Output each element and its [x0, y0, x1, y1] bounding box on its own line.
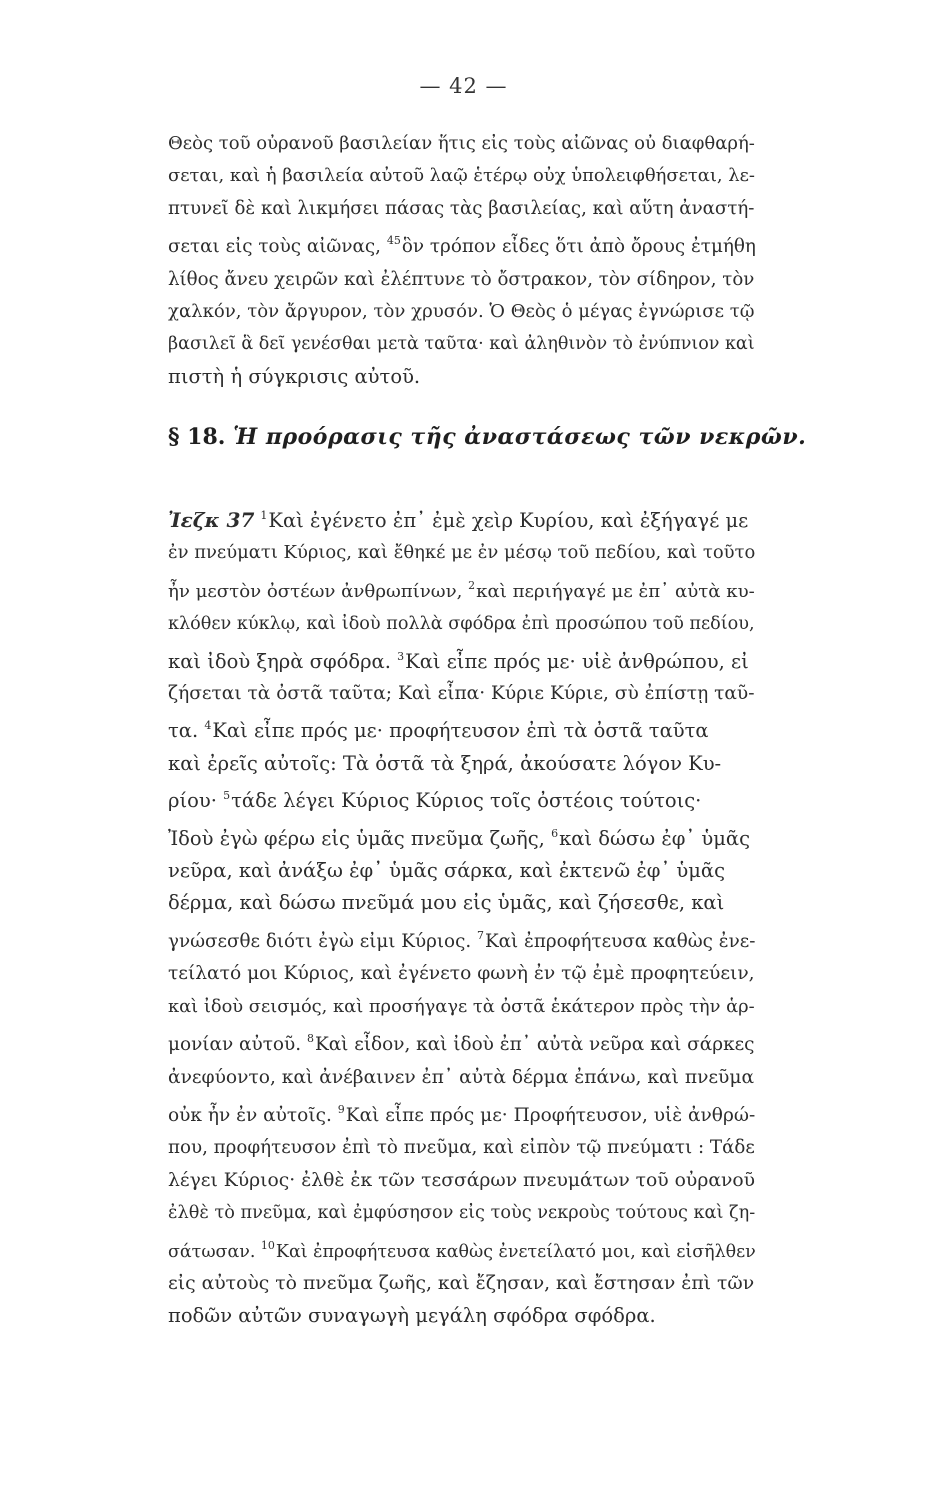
text-line: λέγει Κύριος· ἐλθὲ ἐκ τῶν τεσσάρων πνευμάτων τοῦ οὐρανοῦ	[168, 1169, 756, 1191]
scripture-reference: Ἰεζκ 37	[168, 508, 255, 532]
text-line: ρίου· $^5$τάδε λέγει Κύριος Κύριος τοῖς ὀστέοις τούτοις·	[168, 789, 702, 813]
text-line: γνώσεσθε διότι ἐγὼ εἰμι Κύριος. $^7$Καὶ ἐπροφήτευσα καθὼς ἐνε-	[168, 928, 756, 952]
verse-number: 9	[337, 1102, 345, 1116]
text-line: μονίαν αὐτοῦ. $^8$Καὶ εἶδον, καὶ ἰδοὺ ἐπ᾽ αὐτὰ νεῦρα καὶ σάρκες	[168, 1032, 755, 1056]
text-line: που, προφήτευσον ἐπὶ τὸ πνεῦμα, καὶ εἰπὸν τῷ πνεύματι : Τάδε	[168, 1137, 755, 1159]
text-line: κλόθεν κύκλῳ, καὶ ἰδοὺ πολλὰ σφόδρα ἐπὶ προσώπου τοῦ πεδίου,	[168, 614, 755, 635]
verse-number: 7	[476, 928, 484, 942]
text-line: οὐκ ἦν ἐν αὐτοῖς. $^9$Καὶ εἶπε πρός με· Προφήτευσον, υἱὲ ἀνθρώ-	[168, 1102, 756, 1126]
verse-number: 5	[223, 789, 231, 803]
verse-number: 8	[306, 1032, 314, 1046]
text-line: τείλατό μοι Κύριος, καὶ ἐγένετο φωνὴ ἐν τῷ ἐμὲ προφητεύειν,	[168, 963, 755, 985]
paragraph-ezekiel	[168, 500, 761, 1333]
text-line: τα. $^4$Καὶ εἶπε πρός με· προφήτευσον ἐπὶ τὰ ὀστᾶ ταῦτα	[168, 719, 709, 743]
section-number: § 18.	[168, 424, 226, 450]
verse-number: 10	[260, 1238, 275, 1252]
text-line: πτυνεῖ δὲ καὶ λικμήσει πάσας τὰς βασιλείας, καὶ αὕτη ἀναστή-	[168, 197, 755, 219]
text-line: βασιλεῖ ἃ δεῖ γενέσθαι μετὰ ταῦτα· καὶ ἀληθινὸν τὸ ἐνύπνιον καὶ	[168, 334, 755, 355]
text-line: σάτωσαν. $^{10}$Καὶ ἐπροφήτευσα καθὼς ἐνετείλατό μοι, καὶ εἰσῆλθεν	[168, 1238, 756, 1262]
text-line: σεται, καὶ ἡ βασιλεία αὐτοῦ λαῷ ἑτέρῳ οὐχ ὑπολειφθήσεται, λε-	[168, 165, 755, 187]
text-line: ἀνεφύοντο, καὶ ἀνέβαινεν ἐπ᾽ αὐτὰ δέρμα ἐπάνω, καὶ πνεῦμα	[168, 1066, 755, 1088]
verse-number: 3	[397, 649, 405, 663]
text-line: εἰς αὐτοὺς τὸ πνεῦμα ζωῆς, καὶ ἔζησαν, καὶ ἔστησαν ἐπὶ τῶν	[168, 1272, 755, 1294]
section-title: Ἡ προόρασις τῆς ἀναστάσεως τῶν νεκρῶν.	[233, 424, 807, 450]
verse-number: 45	[386, 234, 401, 248]
text-line: ἐν πνεύματι Κύριος, καὶ ἔθηκέ με ἐν μέσῳ τοῦ πεδίου, καὶ τοῦτο	[168, 542, 756, 564]
text-line: δέρμα, καὶ δώσω πνεῦμά μου εἰς ὑμᾶς, καὶ ζήσεσθε, καὶ	[168, 891, 725, 915]
paragraph-daniel	[168, 128, 761, 393]
text-line: ἦν μεστὸν ὀστέων ἀνθρωπίνων, $^2$καὶ περιήγαγέ με ἐπ᾽ αὐτὰ κυ-	[168, 578, 755, 602]
text-line: λίθος ἄνευ χειρῶν καὶ ἐλέπτυνε τὸ ὄστρακον, τὸν σίδηρον, τὸν	[168, 268, 755, 290]
verse-number: 2	[468, 578, 476, 592]
text-line: πιστὴ ἡ σύγκρισις αὐτοῦ.	[168, 364, 421, 388]
text-line: σεται εἰς τοὺς αἰῶνας, $^{45}$ὃν τρόπον εἶδες ὅτι ἀπὸ ὄρους ἐτμήθη	[168, 234, 756, 258]
page-number: — 42 —	[419, 74, 508, 98]
text-line: Ἰδοὺ ἐγὼ φέρω εἰς ὑμᾶς πνεῦμα ζωῆς, $^6$καὶ δώσω ἐφ᾽ ὑμᾶς	[168, 826, 750, 850]
text-line: Ἰεζκ 37 $^1$Καὶ ἐγένετο ἐπ᾽ ἐμὲ χεὶρ Κυρίου, καὶ ἐξήγαγέ με	[168, 508, 749, 532]
text-line: ποδῶν αὐτῶν συναγωγὴ μεγάλη σφόδρα σφόδρα.	[168, 1304, 656, 1328]
verse-number: 4	[204, 719, 212, 733]
verse-number: 6	[551, 826, 559, 840]
text-line: καὶ ἰδοὺ ξηρὰ σφόδρα. $^3$Καὶ εἶπε πρός με· υἱὲ ἀνθρώπου, εἰ	[168, 649, 749, 673]
section-heading	[168, 424, 807, 450]
text-line: καὶ ἰδοὺ σεισμός, καὶ προσήγαγε τὰ ὀστᾶ ἑκάτερον πρὸς τὴν ἁρ-	[168, 995, 755, 1017]
text-line: καὶ ἐρεῖς αὐτοῖς: Τὰ ὀστᾶ τὰ ξηρά, ἀκούσατε λόγον Κυ-	[168, 751, 722, 775]
text-line: ζήσεται τὰ ὀστᾶ ταῦτα; Καὶ εἶπα· Κύριε Κύριε, σὺ ἐπίστῃ ταῦ-	[168, 683, 755, 705]
verse-number: 1	[260, 509, 268, 522]
text-line: Θεὸς τοῦ οὐρανοῦ βασιλείαν ἥτις εἰς τοὺς αἰῶνας οὐ διαφθαρή-	[168, 133, 755, 154]
text-line: χαλκόν, τὸν ἄργυρον, τὸν χρυσόν. Ὁ Θεὸς ὁ μέγας ἐγνώρισε τῷ	[168, 301, 755, 323]
text-line: νεῦρα, καὶ ἀνάξω ἐφ᾽ ὑμᾶς σάρκα, καὶ ἐκτενῶ ἐφ᾽ ὑμᾶς	[168, 859, 726, 883]
text-line: ἐλθὲ τὸ πνεῦμα, καὶ ἐμφύσησον εἰς τοὺς νεκροὺς τούτους καὶ ζη-	[168, 1203, 756, 1224]
